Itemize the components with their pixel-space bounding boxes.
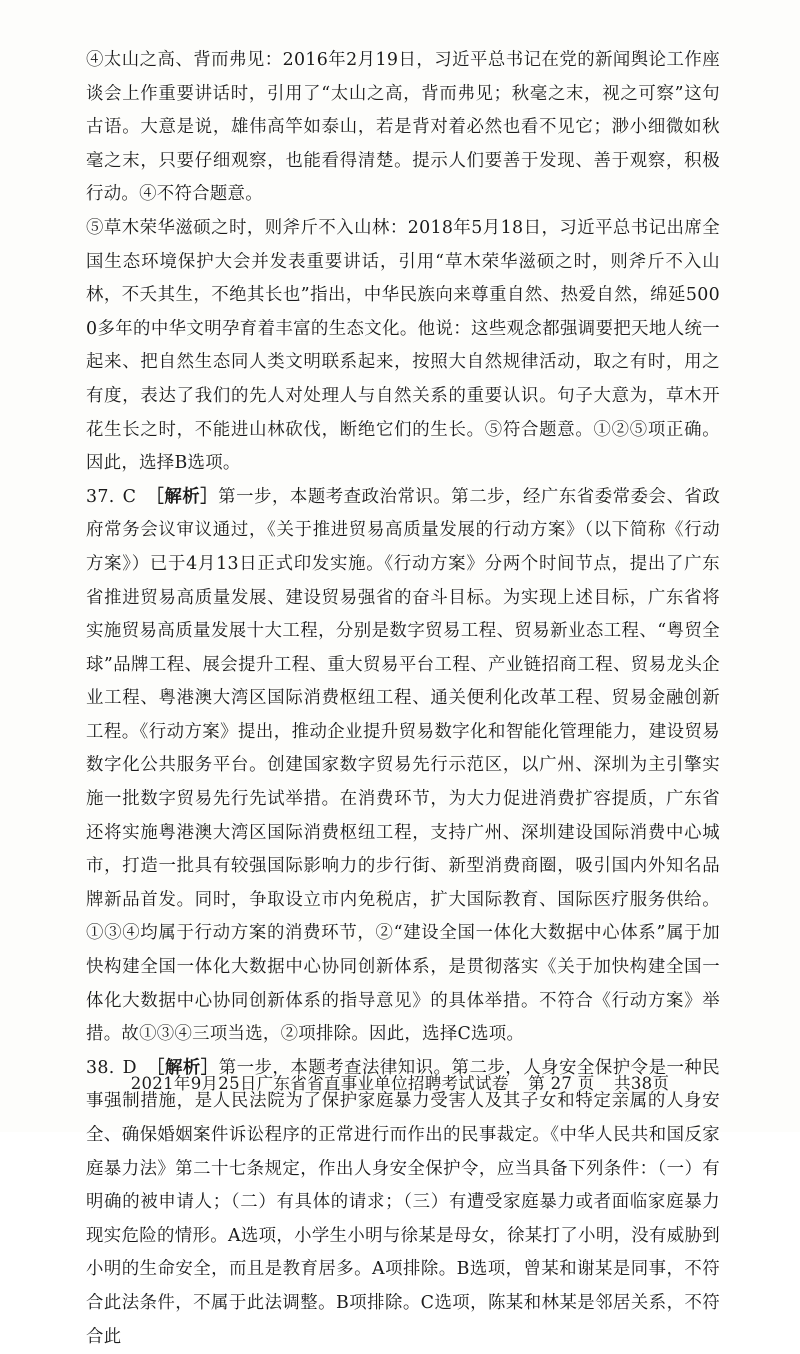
question-answer: C — [122, 486, 137, 507]
page-footer — [0, 1070, 800, 1094]
paragraph-text: ④太山之高、背而弗见：2016年2月19日，习近平总书记在党的新闻舆论工作座谈会上作重要讲话时，引用了“太山之高，背而弗见；秋毫之末，视之可察”这句古语。大意是说，雄伟高竿如泰山，若是背对着必然也看不见它；渺小细微如秋毫之末，只要仔细观察，也能看得清楚。提示人们要善于发现、善于观察，积极行动。④不符合题意。 — [86, 50, 720, 205]
footer-page-number: 第 27 页 — [528, 1074, 595, 1093]
question-explanation-text: 第一步，本题考查法律知识。第二步，人身安全保护令是一种民事强制措施，是人民法院为了保护家庭暴力受害人及其子女和特定亲属的人身安全、确保婚姻案件诉讼程序的正常进行而作出的民事裁定。《中华人民共和国反家庭暴力法》第二十七条规定，作出人身安全保护令，应当具备下列条件：（一）有明确的被申请人；（二）有具体的请求；（三）有遭受家庭暴力或者面临家庭暴力现实危险的情形。A选项，小学生小明与徐某是母女，徐某打了小明，没有威胁到小明的生命安全，而且是教育居多。A项排除。B选项，曾某和谢某是同事，不符合此法条件，不属于此法调整。B项排除。C选项，陈某和林某是邻居关系，不符合此 — [86, 1057, 720, 1347]
page-body — [86, 44, 720, 1354]
question-explanation-text: 第一步，本题考查政治常识。第二步，经广东省委常委会、省政府常务会议审议通过，《关于推进贸易高质量发展的行动方案》（以下简称《行动方案》）已于4月13日正式印发实施。《行动方案》分两个时间节点，提出了广东省推进贸易高质量发展、建设贸易强省的奋斗目标。为实现上述目标，广东省将实施贸易高质量发展十大工程，分别是数字贸易工程、贸易新业态工程、“粤贸全球”品牌工程、展会提升工程、重大贸易平台工程、产业链招商工程、贸易龙头企业工程、粤港澳大湾区国际消费枢纽工程、通关便利化改革工程、贸易金融创新工程。《行动方案》提出，推动企业提升贸易数字化和智能化管理能力，建设贸易数字化公共服务平台。创建国家数字贸易先行示范区，以广州、深圳为主引擎实施一批数字贸易先行先试举措。在消费环节，为大力促进消费扩容提质，广东省还将实施粤港澳大湾区国际消费枢纽工程，支持广州、深圳建设国际消费中心城市，打造一批具有较强国际影响力的步行街、新型消费商圈，吸引国内外知名品牌新品首发。同时，争取设立市内免税店，扩大国际教育、国际医疗服务供给。①③④均属于行动方案的消费环节，②“建设全国一体化大数据中心体系”属于加快构建全国一体化大数据中心协同创新体系，是贯彻落实《关于加快构建全国一体化大数据中心协同创新体系的指导意见》的具体举措。不符合《行动方案》举措。故①③④三项当选，②项排除。因此，选择C选项。 — [86, 486, 721, 1045]
question-number: 38. — [86, 1057, 115, 1078]
question-37-explanation — [86, 481, 720, 1052]
paragraph-text: ⑤草木荣华滋硕之时，则斧斤不入山林：2018年5月18日，习近平总书记出席全国生态环境保护大会并发表重要讲话，引用“草木荣华滋硕之时，则斧斤不入山林，不夭其生，不绝其长也”指出，中华民族向来尊重自然、热爱自然，绵延5000多年的中华文明孕育着丰富的生态文化。他说：这些观念都强调要把天地人统一起来、把自然生态同人类文明联系起来，按照大自然规律活动，取之有时，用之有度，表达了我们的先人对处理人与自然关系的重要认识。句子大意为，草木开花生长之时，不能进山林砍伐，断绝它们的生长。⑤符合题意。①②⑤项正确。因此，选择B选项。 — [86, 217, 720, 474]
paragraph-item-5 — [86, 212, 720, 481]
footer-exam-title: 2021年9月25日广东省省直事业单位招聘考试试卷 — [130, 1074, 509, 1093]
question-number: 37. — [86, 486, 115, 507]
analysis-tag: ［解析］ — [146, 1057, 219, 1078]
question-answer: D — [122, 1057, 137, 1078]
paragraph-item-4 — [86, 44, 720, 212]
analysis-tag: ［解析］ — [146, 486, 219, 507]
question-38-explanation — [86, 1052, 720, 1354]
footer-total-pages: 共38页 — [614, 1074, 670, 1093]
